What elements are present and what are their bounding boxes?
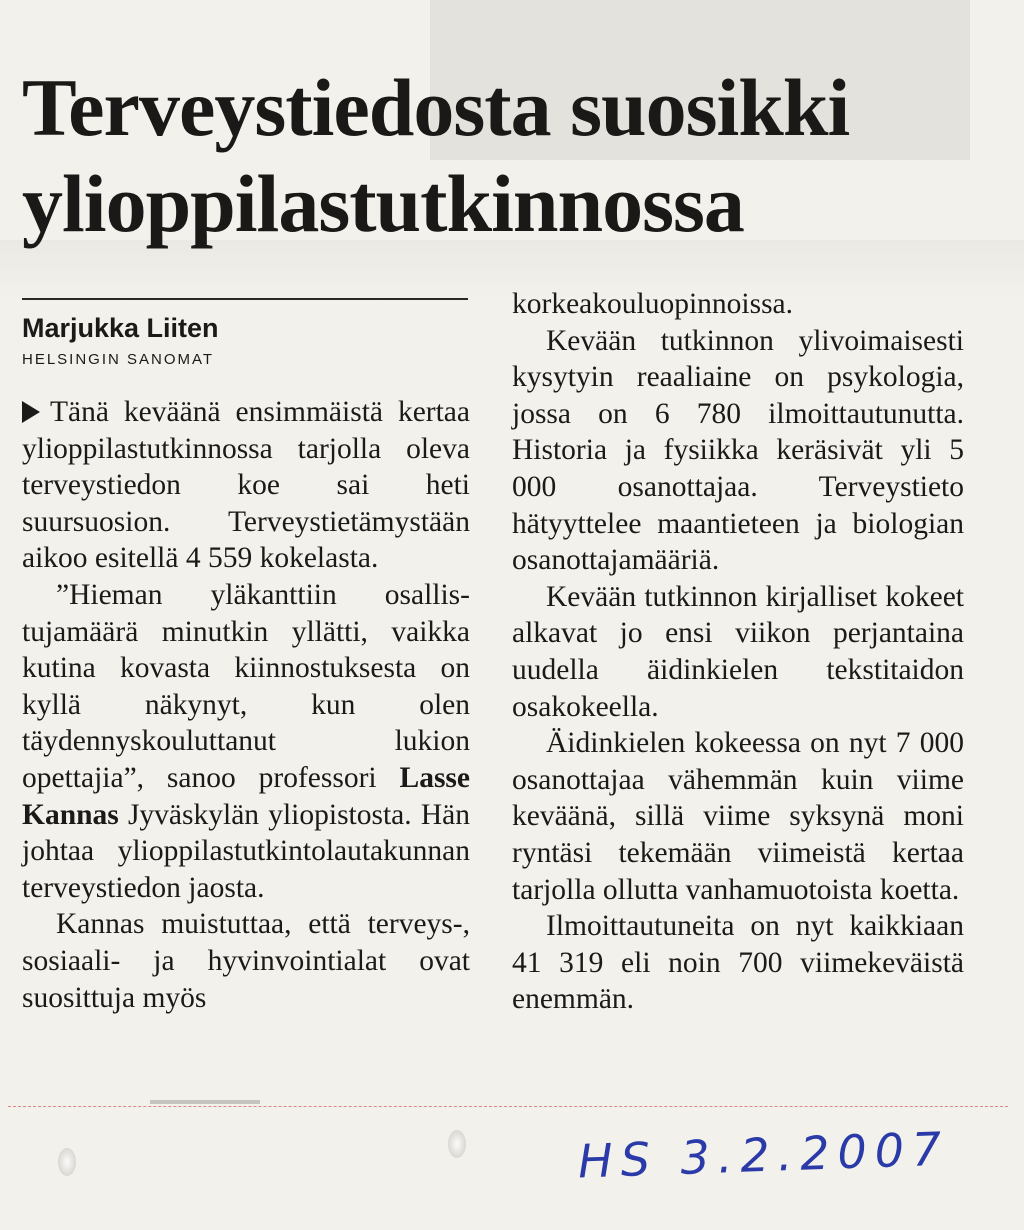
paragraph-psychology: Kevään tutkinnon ylivoimaisesti kysytyin reaaliaine on psykologia, jossa on 6 780 ilmoittautunutta. Historia ja fysiikka keräsivät yli 5 000 osanottajaa. Terveystieto hätyyttelee maantieteen ja biologian osanottajamääriä. xyxy=(512,324,964,577)
paragraph-kannas: Kannas muistuttaa, että terveys-, sosiaali- ja hyvinvointialat ovat suosittuja myös xyxy=(22,908,470,1014)
author-name: Marjukka Liiten xyxy=(22,313,219,343)
staple-mark xyxy=(448,1130,466,1158)
paragraph-written-exams: Kevään tutkinnon kirjalliset kokeet alkavat jo ensi viikon perjantaina uudella äidinkielen tekstitaidon osakokeella. xyxy=(512,580,964,723)
lead-arrow-icon xyxy=(22,401,40,423)
footer-smudge xyxy=(150,1100,260,1104)
headline-line-2: ylioppilastutkinnossa xyxy=(22,158,744,249)
paragraph-lead xyxy=(22,394,470,577)
article-column-left xyxy=(22,394,470,1016)
paragraph-quote-text-b: Jyväskylän yliopistosta. Hän johtaa ylioppilastutkintolautakunnan terveystiedon jaosta. xyxy=(22,798,470,904)
staple-mark xyxy=(58,1148,76,1176)
headline xyxy=(22,60,1012,252)
paragraph-quote xyxy=(22,577,470,906)
paragraph-total: Ilmoittautuneita on nyt kaikkiaan 41 319 eli noin 700 viimekeväistä enemmän. xyxy=(512,910,964,1016)
paragraph-lead-text: Tänä keväänä ensimmäistä kertaa ylioppilastutkinnossa tarjolla oleva terveystiedon koe sai heti suursuosion. Terveystietämystään aikoo esitellä 4 559 kokelasta. xyxy=(22,396,470,575)
handwritten-source-note: HS 3.2.2007 xyxy=(577,1121,951,1189)
paragraph-continued: korkeakouluopinnoissa. xyxy=(512,288,794,320)
outlet-name: HELSINGIN SANOMAT xyxy=(22,351,215,368)
person-name-bold: Lasse Kannas xyxy=(22,761,470,831)
article-column-right xyxy=(512,286,964,1018)
byline-divider xyxy=(22,298,468,300)
footer-rule xyxy=(8,1106,1008,1107)
headline-line-1: Terveystiedosta suosikki xyxy=(22,62,850,153)
byline xyxy=(22,308,468,372)
paragraph-quote-text-a: ”Hieman yläkanttiin osallistujamäärä minutkin yllätti, vaikka kutina kovasta kiinnostuksesta on kyllä näkynyt, kun olen täydennyskouluttanut lukion opettajia”, sanoo professori xyxy=(22,578,470,794)
paragraph-mother-tongue: Äidinkielen kokeessa on nyt 7 000 osanottajaa vähemmän kuin viime keväänä, sillä viime syksynä moni ryntäsi tekemään viimeistä kertaa tarjolla ollutta vanhamuotoista koetta. xyxy=(512,727,964,906)
